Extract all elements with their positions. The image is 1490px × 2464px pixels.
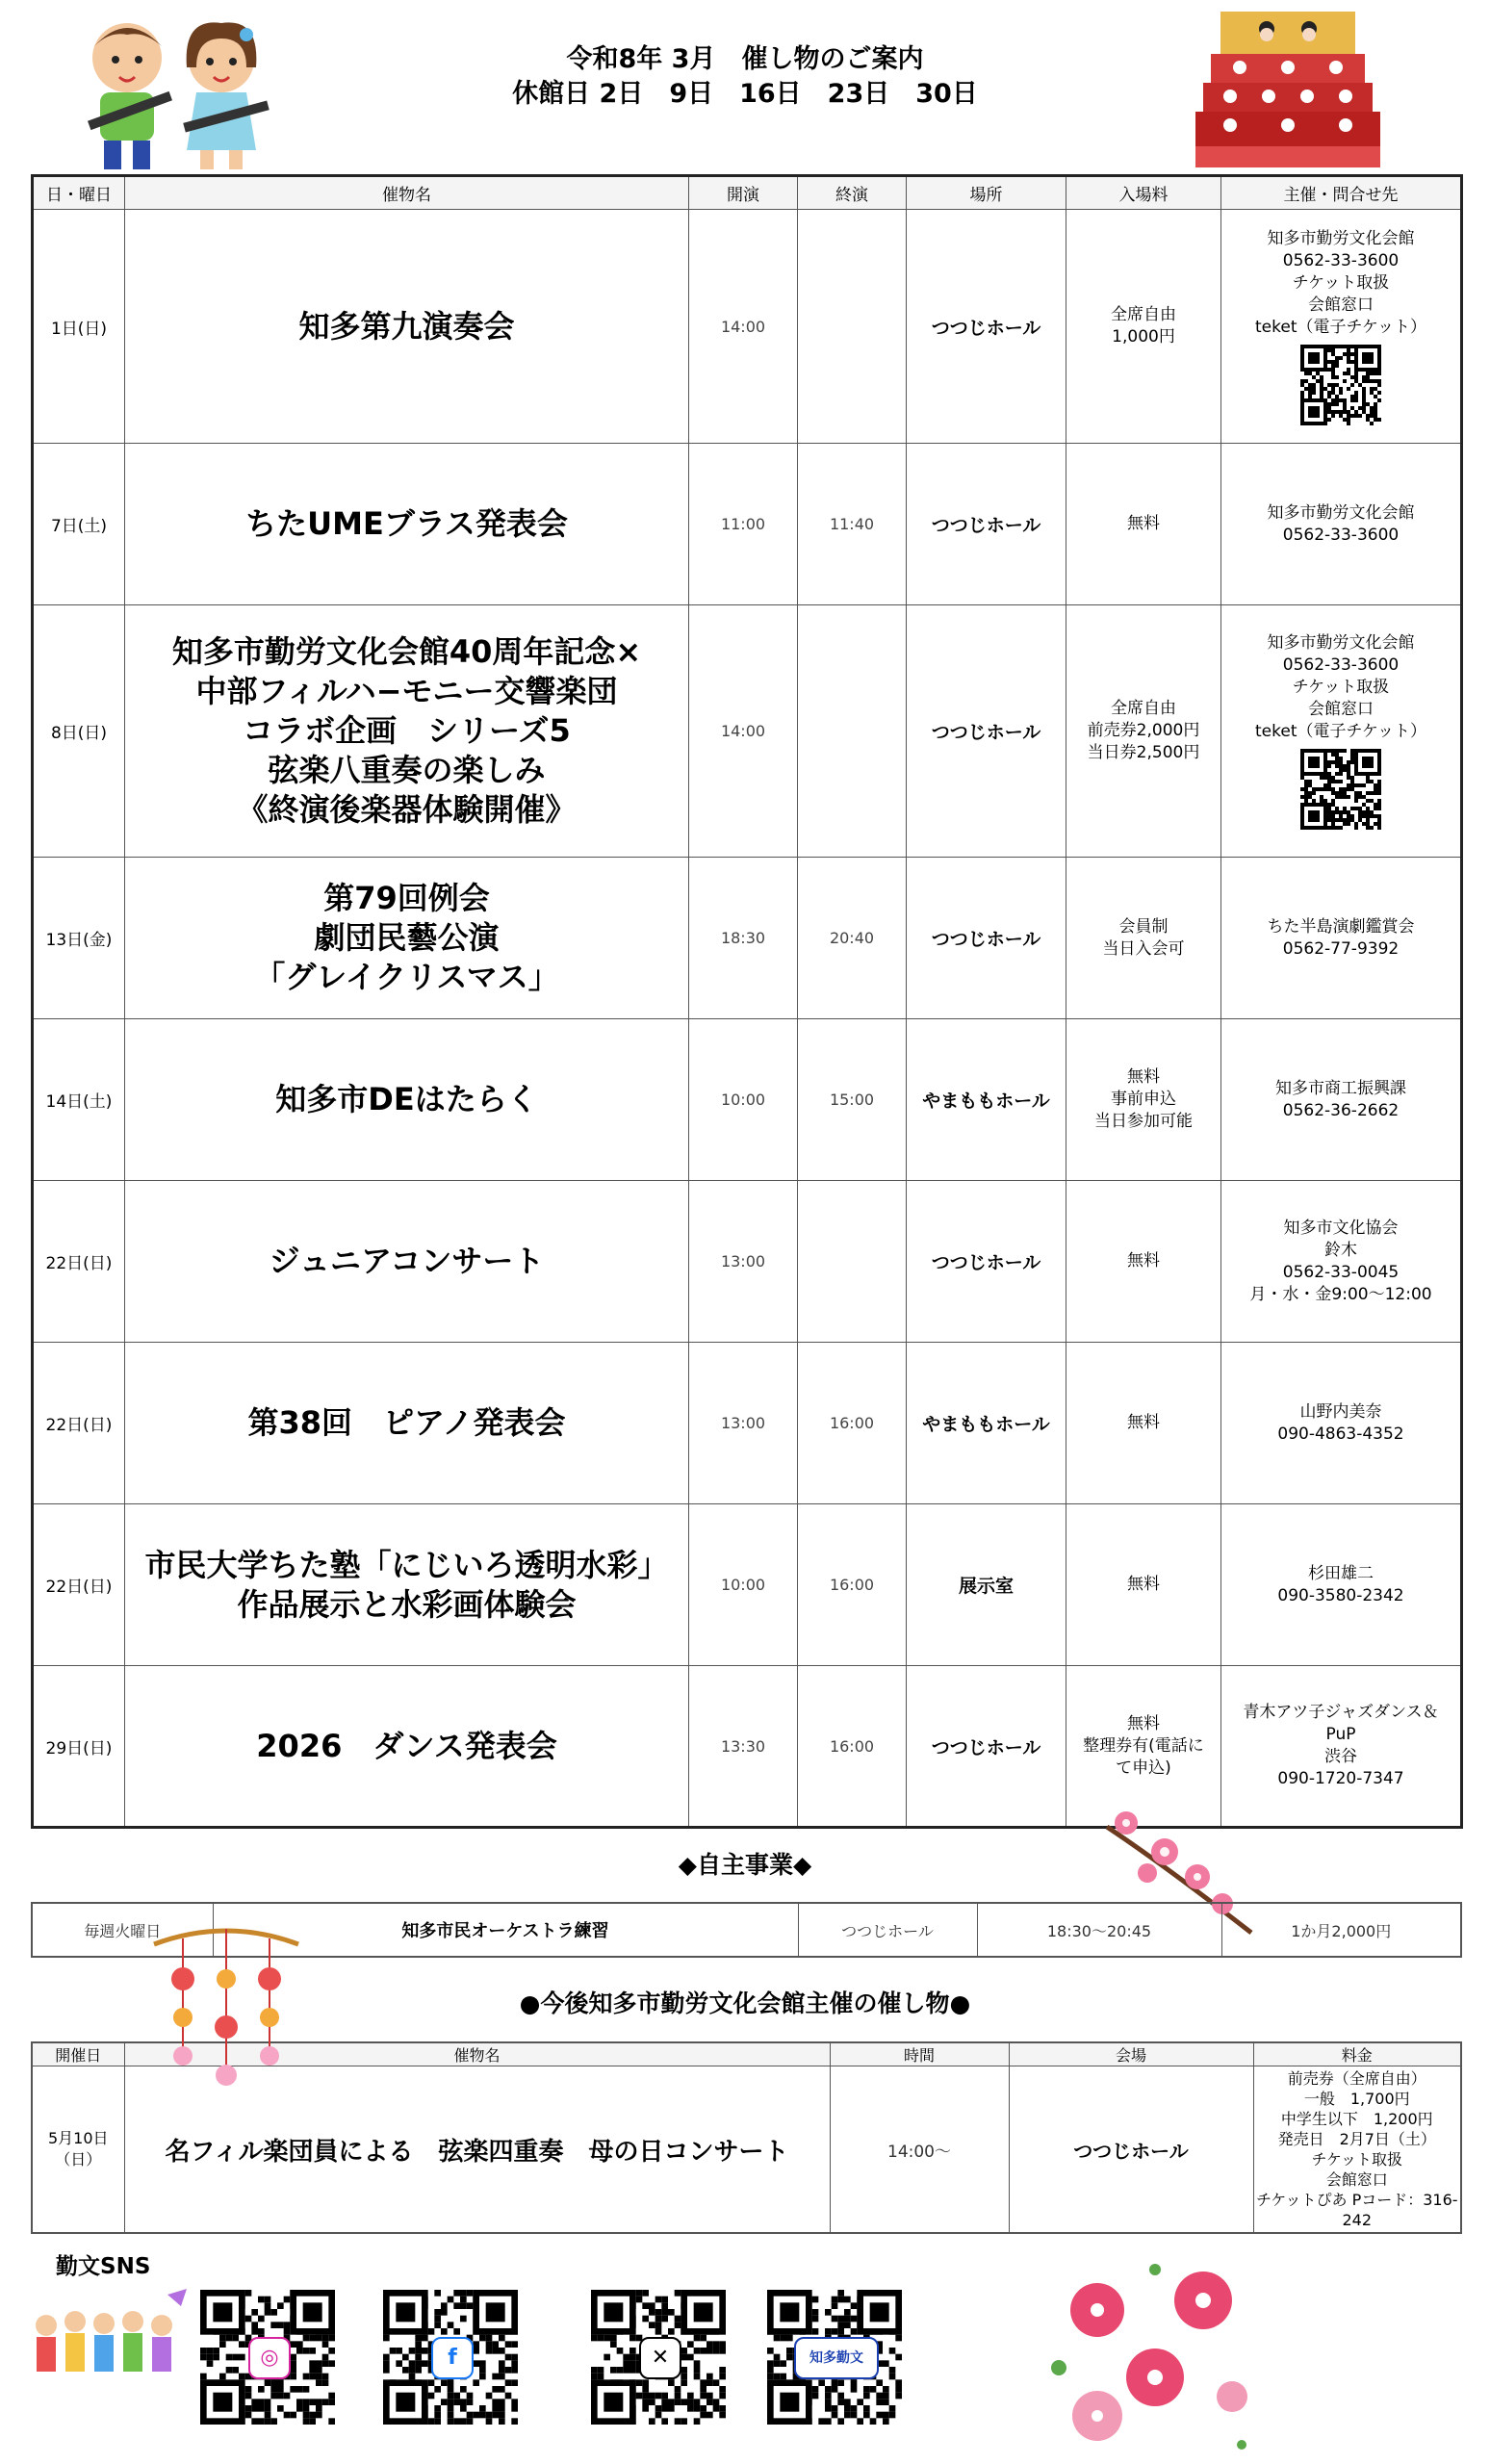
own-day: 毎週火曜日 (32, 1903, 213, 1957)
own-fee: 1か月2,000円 (1221, 1903, 1461, 1957)
column-header: 日・曜日 (33, 176, 125, 210)
event-end: 16:00 (798, 1504, 907, 1666)
future-fee-line: 会館窓口 (1325, 2170, 1388, 2189)
event-row (33, 210, 1462, 444)
event-name (125, 444, 689, 605)
future-column-header: 会場 (1009, 2042, 1253, 2066)
event-row (33, 1504, 1462, 1666)
event-date: 14日(土) (33, 1019, 125, 1181)
column-header: 主催・問合せ先 (1221, 176, 1462, 210)
event-name-line: 《終演後楽器体験開催》 (237, 791, 577, 828)
month-title: 令和8年 3月 催し物のご案内 (566, 44, 924, 74)
website-icon: 知多勤文 (794, 2337, 879, 2379)
event-name-line: 知多市勤労文化会館40周年記念× (171, 633, 642, 670)
event-name-line: 「グレイクリスマス」 (254, 959, 559, 995)
event-place: つつじホール (907, 1666, 1066, 1828)
event-contact (1221, 444, 1462, 605)
future-column-header: 催物名 (124, 2042, 830, 2066)
column-header: 開演 (689, 176, 798, 210)
future-fee-line: チケットぴあ Pコード：316-242 (1255, 2191, 1458, 2229)
future-fee-line: 前売券（全席自由） (1287, 2069, 1426, 2088)
event-name (125, 1343, 689, 1504)
event-fee (1066, 858, 1221, 1019)
event-end: 11:40 (798, 444, 907, 605)
event-contact-line: 0562-33-0045 (1282, 1262, 1400, 1282)
event-name-line: 市民大学ちた塾「にじいろ透明水彩」 (144, 1546, 669, 1583)
facebook-icon: f (431, 2337, 474, 2379)
event-date: 29日(日) (33, 1666, 125, 1828)
column-header: 催物名 (125, 176, 689, 210)
event-row (33, 1666, 1462, 1828)
event-row (33, 1019, 1462, 1181)
event-row (33, 1343, 1462, 1504)
event-contact-line: teket（電子チケット） (1255, 722, 1426, 741)
event-contact-line: PuP (1325, 1725, 1356, 1744)
event-place: つつじホール (907, 605, 1066, 858)
instagram-icon: ◎ (248, 2337, 291, 2379)
event-fee (1066, 1019, 1221, 1181)
event-fee-line: 無料 (1127, 1575, 1160, 1594)
event-name-line: 中部フィルハ−モニー交響楽団 (195, 673, 618, 709)
event-contact-line: 090-1720-7347 (1277, 1769, 1404, 1788)
event-place: つつじホール (907, 210, 1066, 444)
future-fee (1253, 2066, 1461, 2234)
event-contact-line: 知多市商工振興課 (1275, 1078, 1406, 1098)
event-contact-line: 会館窓口 (1308, 295, 1374, 315)
event-contact-line: 知多市勤労文化会館 (1267, 228, 1415, 248)
schedule-table (31, 174, 1463, 1829)
children-band-illustration (27, 2287, 191, 2393)
future-fee-line: 中学生以下 1,200円 (1280, 2110, 1433, 2128)
event-place: つつじホール (907, 858, 1066, 1019)
event-contact-line: 月・水・金9:00〜12:00 (1249, 1284, 1432, 1304)
event-end (798, 1181, 907, 1343)
qr-code-icon (1300, 749, 1381, 830)
event-contact-line: 0562-33-3600 (1282, 250, 1400, 270)
event-fee-line: 前売券2,000円 (1087, 721, 1200, 740)
event-contact-line: ちた半島演劇鑑賞会 (1267, 916, 1415, 937)
event-name-line: コラボ企画 シリーズ5 (243, 712, 571, 749)
event-fee-line: 整理券有(電話に (1083, 1735, 1204, 1756)
event-name-line: 劇団民藝公演 (314, 919, 500, 956)
event-date: 1日(日) (33, 210, 125, 444)
event-contact (1221, 1181, 1462, 1343)
event-contact-line: 090-3580-2342 (1277, 1585, 1404, 1605)
event-row (33, 1181, 1462, 1343)
event-contact-line: 青木アツ子ジャズダンス＆ (1243, 1703, 1439, 1722)
future-date-weekday: （日） (55, 2150, 102, 2169)
future-column-header: 開催日 (32, 2042, 124, 2066)
event-fee (1066, 1666, 1221, 1828)
event-name-line: 作品展示と水彩画体験会 (237, 1585, 577, 1623)
event-contact (1221, 858, 1462, 1019)
event-fee-line: 会員制 (1118, 916, 1169, 937)
event-contact-line: 0562-77-9392 (1282, 938, 1400, 959)
event-fee-line: 全席自由 (1111, 699, 1176, 718)
event-start: 10:00 (689, 1019, 798, 1181)
event-date: 22日(日) (33, 1181, 125, 1343)
event-start: 13:00 (689, 1181, 798, 1343)
event-date: 7日(土) (33, 444, 125, 605)
future-fee-line: チケット取扱 (1311, 2150, 1403, 2169)
event-date: 8日(日) (33, 605, 125, 858)
event-date: 22日(日) (33, 1343, 125, 1504)
event-name-line: 知多第九演奏会 (298, 307, 515, 345)
event-fee-line: 1,000円 (1112, 327, 1175, 346)
event-date: 13日(金) (33, 858, 125, 1019)
sns-qr-link[interactable] (591, 2287, 726, 2431)
event-place: つつじホール (907, 1181, 1066, 1343)
future-column-header: 時間 (830, 2042, 1009, 2066)
event-end: 16:00 (798, 1343, 907, 1504)
event-start: 13:00 (689, 1343, 798, 1504)
event-name (125, 1504, 689, 1666)
event-fee (1066, 1343, 1221, 1504)
event-fee (1066, 1181, 1221, 1343)
event-contact-line: 知多市勤労文化会館 (1267, 633, 1415, 653)
event-name-line: 知多市DEはたらく (275, 1081, 538, 1117)
sns-label: 勤文SNS (56, 2254, 151, 2279)
event-contact-line: 知多市勤労文化会館 (1267, 502, 1415, 523)
event-fee-line: 無料 (1127, 1067, 1160, 1087)
event-end: 20:40 (798, 858, 907, 1019)
sns-qr-link[interactable] (200, 2287, 335, 2431)
future-time: 14:00〜 (830, 2066, 1009, 2234)
own-name: 知多市民オーケストラ練習 (213, 1903, 798, 1957)
event-fee-line: 無料 (1127, 1251, 1160, 1270)
own-events-heading: ◆自主事業◆ (678, 1851, 812, 1879)
future-name: 名フィル楽団員による 弦楽四重奏 母の日コンサート (124, 2066, 830, 2234)
event-contact-line: 鈴木 (1324, 1240, 1357, 1260)
event-place: つつじホール (907, 444, 1066, 605)
event-start: 14:00 (689, 210, 798, 444)
event-start: 18:30 (689, 858, 798, 1019)
event-contact-line: 0562-33-3600 (1282, 525, 1400, 545)
closed-days: 休館日 2日 9日 16日 23日 30日 (512, 79, 978, 109)
future-place: つつじホール (1009, 2066, 1253, 2234)
event-fee-line: 事前申込 (1111, 1090, 1176, 1109)
future-column-header: 料金 (1253, 2042, 1461, 2066)
event-fee (1066, 1504, 1221, 1666)
event-contact (1221, 1343, 1462, 1504)
future-events-heading: ●今後知多市勤労文化会館主催の催し物● (519, 1989, 971, 2017)
event-name-line: 第38回 ピアノ発表会 (247, 1404, 566, 1441)
hanging-mobile-illustration (144, 1921, 308, 2104)
plum-blossom-illustration (1040, 2252, 1271, 2454)
event-contact-line: 知多市文化協会 (1283, 1218, 1399, 1238)
event-name-line: ジュニアコンサート (269, 1243, 545, 1279)
event-start: 10:00 (689, 1504, 798, 1666)
event-contact (1221, 1019, 1462, 1181)
event-start: 13:30 (689, 1666, 798, 1828)
column-header: 入場料 (1066, 176, 1221, 210)
schedule-header-row (33, 176, 1462, 210)
event-name (125, 605, 689, 858)
event-place: やまももホール (907, 1019, 1066, 1181)
event-name (125, 1666, 689, 1828)
event-row (33, 605, 1462, 858)
event-contact-line: teket（電子チケット） (1255, 317, 1426, 337)
event-name (125, 1019, 689, 1181)
event-place: 展示室 (907, 1504, 1066, 1666)
event-fee-line: 無料 (1127, 1413, 1160, 1432)
event-row (33, 444, 1462, 605)
event-fee-line: 無料 (1127, 1713, 1160, 1733)
event-date: 22日(日) (33, 1504, 125, 1666)
column-header: 場所 (907, 176, 1066, 210)
event-name (125, 210, 689, 444)
event-fee-line: 無料 (1127, 514, 1160, 533)
sns-qr-link[interactable] (767, 2287, 902, 2431)
own-place: つつじホール (798, 1903, 977, 1957)
event-name (125, 858, 689, 1019)
event-end (798, 605, 907, 858)
event-end (798, 210, 907, 444)
event-fee (1066, 605, 1221, 858)
event-name-line: 第79回例会 (323, 880, 490, 916)
x-icon: ✕ (639, 2337, 681, 2379)
page-title (0, 42, 1490, 112)
column-header: 終演 (798, 176, 907, 210)
event-contact (1221, 605, 1462, 858)
future-date-day: 5月10日 (47, 2129, 109, 2147)
event-place: やまももホール (907, 1343, 1066, 1504)
event-fee-line: 当日参加可能 (1094, 1112, 1193, 1131)
event-row (33, 858, 1462, 1019)
event-fee-line: 当日券2,500円 (1087, 743, 1200, 762)
future-fee-line: 発売日 2月7日（土） (1277, 2130, 1436, 2148)
own-time: 18:30〜20:45 (977, 1903, 1221, 1957)
event-contact-line: チケット取扱 (1292, 272, 1390, 293)
event-contact (1221, 1666, 1462, 1828)
event-name-line: ちたUMEブラス発表会 (245, 505, 568, 542)
event-fee-line: 当日入会可 (1102, 938, 1185, 959)
event-name (125, 1181, 689, 1343)
event-end: 16:00 (798, 1666, 907, 1828)
future-date (32, 2066, 124, 2234)
qr-code-icon (1300, 345, 1381, 425)
event-contact (1221, 210, 1462, 444)
event-contact-line: 渋谷 (1324, 1747, 1357, 1766)
future-fee-line: 一般 1,700円 (1303, 2090, 1410, 2108)
event-contact-line: 0562-33-3600 (1282, 655, 1400, 675)
event-end: 15:00 (798, 1019, 907, 1181)
event-fee-line: 全席自由 (1111, 305, 1176, 324)
event-fee-line: て申込) (1116, 1758, 1171, 1778)
sns-qr-link[interactable] (383, 2287, 518, 2431)
event-contact-line: 杉田雄二 (1308, 1563, 1374, 1583)
event-name-line: 弦楽八重奏の楽しみ (268, 752, 546, 788)
event-contact (1221, 1504, 1462, 1666)
event-contact-line: 090-4863-4352 (1277, 1424, 1404, 1444)
event-contact-line: 山野内美奈 (1299, 1401, 1382, 1422)
event-contact-line: チケット取扱 (1292, 678, 1390, 697)
event-fee (1066, 444, 1221, 605)
event-start: 11:00 (689, 444, 798, 605)
event-start: 14:00 (689, 605, 798, 858)
event-fee (1066, 210, 1221, 444)
event-contact-line: 0562-36-2662 (1282, 1100, 1400, 1120)
event-contact-line: 会館窓口 (1308, 700, 1374, 719)
event-name-line: 2026 ダンス発表会 (256, 1727, 557, 1764)
